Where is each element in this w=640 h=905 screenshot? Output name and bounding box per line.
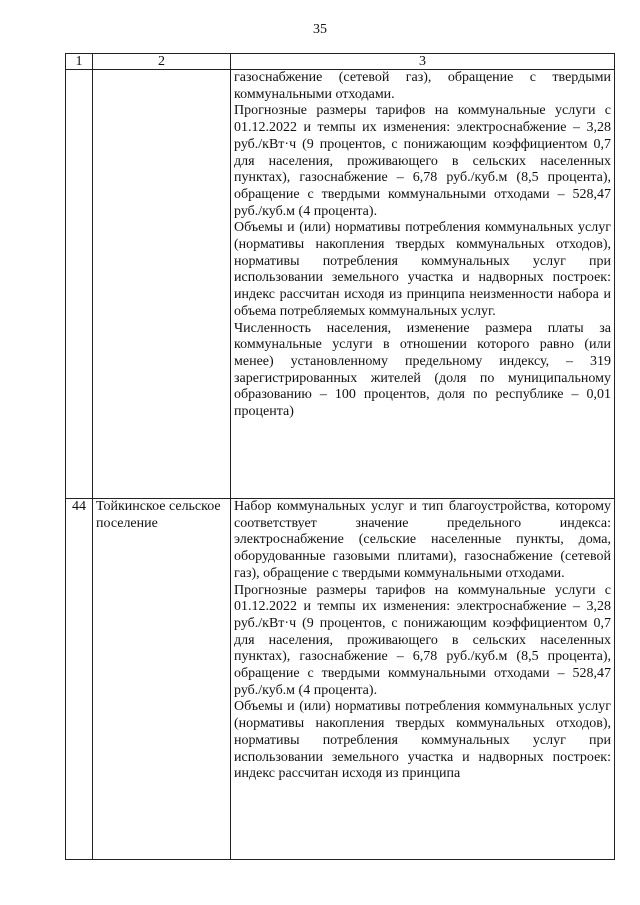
description-paragraph: Набор коммунальных услуг и тип благоустройства, которому соответствует значение предельного индекса: электроснабжение (сельские населенные пункты, дома, оборудованные газовыми плитами), газоснабжение (сетевой газ), обращение с твердыми коммунальными отходами. — [234, 499, 611, 581]
table-row — [66, 499, 615, 860]
description-paragraph: газоснабжение (сетевой газ), обращение с твердыми коммунальными отходами. — [234, 70, 611, 102]
table-header-row — [66, 54, 615, 70]
description-paragraph: Объемы и (или) нормативы потребления коммунальных услуг (нормативы накопления твердых коммунальных отходов), нормативы потребления коммунальных услуг при использовании земельного участка и надворных построек: индекс рассчитан исходя из принципа — [234, 699, 611, 782]
table-row — [66, 70, 615, 499]
tariff-table — [65, 53, 615, 860]
row-number: 44 — [66, 499, 93, 860]
settlement-name — [93, 70, 231, 499]
column-header-3: 3 — [231, 54, 615, 70]
description-paragraph: Объемы и (или) нормативы потребления коммунальных услуг (нормативы накопления твердых коммунальных отходов), нормативы потребления коммунальных услуг при использовании земельного участка и надворных построек: индекс рассчитан исходя из принципа неизменности набора и объема потребляемых коммунальных услуг. — [234, 220, 611, 319]
column-header-2: 2 — [93, 54, 231, 70]
page-number: 35 — [313, 22, 327, 37]
description-paragraph: Прогнозные размеры тарифов на коммунальные услуги с 01.12.2022 и темпы их изменения: электроснабжение – 3,28 руб./кВт·ч (9 процентов, с понижающим коэффициентом 0,7 для населения, проживающего в сельских населенных пунктах), газоснабжение – 6,78 руб./куб.м (8,5 процента), обращение с твердыми коммунальными отходами – 528,47 руб./куб.м (4 процента). — [234, 582, 611, 698]
row-description — [231, 499, 615, 860]
row-number — [66, 70, 93, 499]
description-paragraph: Прогнозные размеры тарифов на коммунальные услуги с 01.12.2022 и темпы их изменения: электроснабжение – 3,28 руб./кВт·ч (9 процентов, с понижающим коэффициентом 0,7 для населения, проживающего в сельских населенных пунктах), газоснабжение – 6,78 руб./куб.м (8,5 процента), обращение с твердыми коммунальными отходами – 528,47 руб./куб.м (4 процента). — [234, 103, 611, 219]
settlement-name: Тойкинское сельское поселение — [93, 499, 231, 860]
description-paragraph: Численность населения, изменение размера платы за коммунальные услуги в отношении которого равно (или менее) установленному предельному индексу, – 319 зарегистрированных жителей (доля по муниципальному образованию – 100 процентов, доля по республике – 0,01 процента) — [234, 320, 611, 420]
column-header-1: 1 — [66, 54, 93, 70]
row-description — [231, 70, 615, 499]
